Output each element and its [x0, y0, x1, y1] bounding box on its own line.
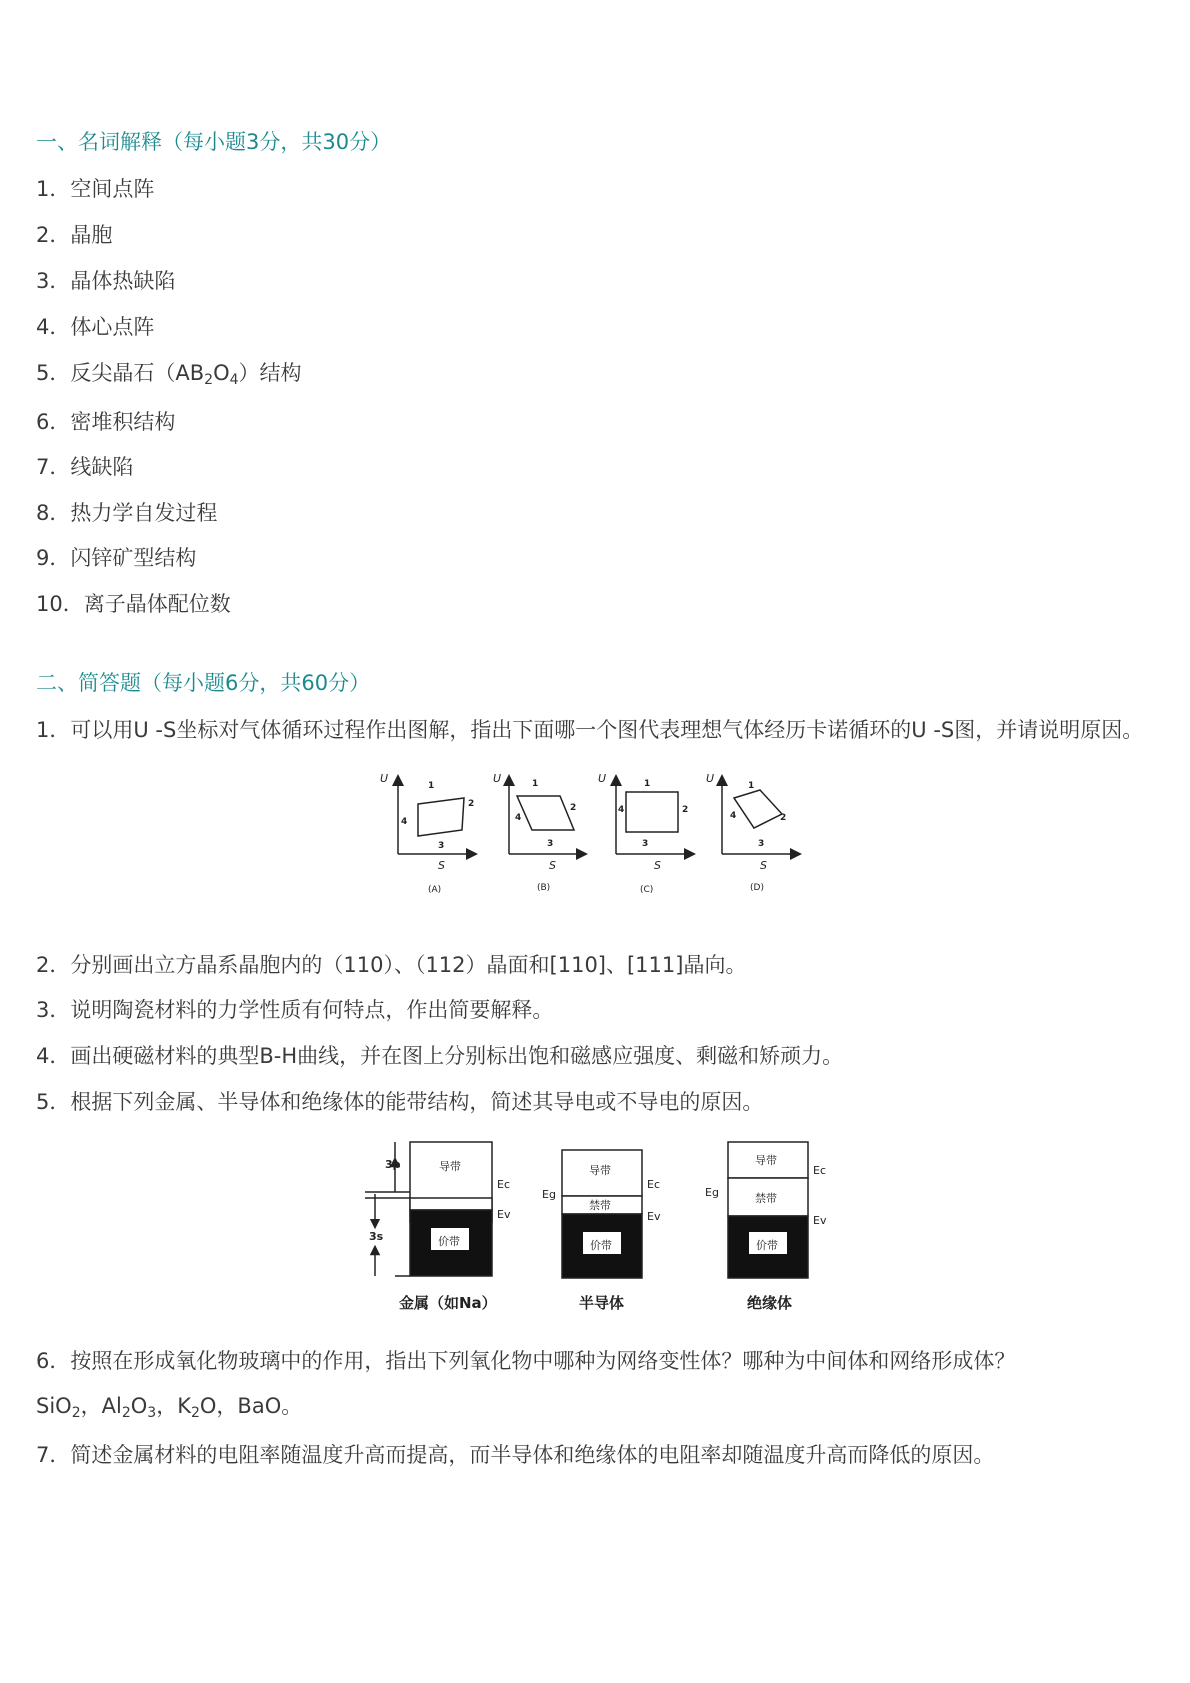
u-axis-label: U: [706, 772, 715, 785]
u-axis-label: U: [493, 772, 502, 785]
point-label: 2: [468, 799, 475, 809]
point-label: 2: [780, 813, 787, 823]
point-label: 4: [515, 813, 522, 823]
ev-label: Ev: [497, 1208, 511, 1221]
question-7: 7．简述金属材料的电阻率随温度升高而提高，而半导体和绝缘体的电阻率却随温度升高而降低的原因。: [36, 1443, 995, 1467]
forbidden-band-label: 禁带: [589, 1199, 611, 1212]
valence-band-label: 价带: [438, 1235, 460, 1248]
question-2: 2．分别画出立方晶系晶胞内的（110）、（112）晶面和[110]、[111]晶向。: [36, 953, 747, 977]
u-axis-label: U: [380, 772, 389, 785]
list-item: 7．线缺陷: [36, 455, 134, 479]
point-label: 4: [618, 805, 625, 815]
us-diagram-c: [616, 780, 690, 854]
list-item-5: 5．反尖晶石$(AB_2O_4)$结构: [36, 361, 302, 388]
question-5: 5．根据下列金属、半导体和绝缘体的能带结构，简述其导电或不导电的原因。: [36, 1090, 764, 1114]
question-4: 4．画出硬磁材料的典型B-H曲线，并在图上分别标出饱和磁感应强度、剩磁和矫顽力。: [36, 1044, 844, 1068]
point-label: 3: [758, 839, 765, 849]
question-6: 6．按照在形成氧化物玻璃中的作用，指出下列氧化物中哪种为网络变性体？哪种为中间体和网络形成体？: [36, 1349, 1016, 1373]
list-item: 1．空间点阵: [36, 177, 155, 201]
s-axis-label: S: [549, 859, 556, 872]
point-label: 3: [547, 839, 554, 849]
list-item: 9．闪锌矿型结构: [36, 546, 197, 570]
eg-label: Eg: [705, 1186, 719, 1199]
valence-band-label: 价带: [590, 1239, 612, 1252]
point-label: 1: [428, 781, 435, 791]
point-label: 4: [401, 817, 408, 827]
diagram-label-b: (B): [537, 883, 551, 893]
us-diagram-a: [398, 780, 475, 854]
list-item: 4．体心点阵: [36, 315, 155, 339]
ev-label: Ev: [813, 1214, 827, 1227]
point-label: 2: [682, 805, 689, 815]
3p-label: 3p: [385, 1158, 401, 1171]
ec-label: Ec: [647, 1178, 660, 1191]
diagram-label-d: (D): [750, 883, 764, 893]
forbidden-band-label: 禁带: [755, 1192, 777, 1205]
s-axis-label: S: [760, 859, 767, 872]
insulator-caption: 绝缘体: [747, 1294, 793, 1312]
conduction-band-label: 导带: [755, 1154, 777, 1167]
point-label: 1: [748, 781, 755, 791]
list-item: 2．晶胞: [36, 223, 113, 247]
eg-label: Eg: [542, 1188, 556, 1201]
section1-title: 一、名词解释（每小题3分，共30分）: [36, 130, 392, 154]
3s-label: 3s: [369, 1230, 384, 1243]
valence-band-label: 价带: [756, 1239, 778, 1252]
conduction-band-label: 导带: [439, 1160, 461, 1173]
list-item: 6．密堆积结构: [36, 410, 176, 434]
diagram-label-a: (A): [428, 885, 442, 895]
conduction-band-label: 导带: [589, 1164, 611, 1177]
question-6-oxides: SiO$_2$，$Al_2O_3$，$K_2O$，BaO。: [36, 1394, 303, 1421]
point-label: 1: [532, 779, 539, 789]
list-item: 8．热力学自发过程: [36, 501, 218, 525]
ev-label: Ev: [647, 1210, 661, 1223]
point-label: 1: [644, 779, 651, 789]
metal-caption: 金属（如Na）: [399, 1294, 497, 1312]
point-label: 3: [438, 841, 445, 851]
point-label: 2: [570, 803, 577, 813]
s-axis-label: S: [438, 859, 445, 872]
question-1: 1．可以用U -S坐标对气体循环过程作出图解，指出下面哪一个图代表理想气体经历卡诺循环的U -S图，并请说明原因。: [36, 718, 1144, 742]
ec-label: Ec: [497, 1178, 510, 1191]
us-diagram-figure: [372, 766, 812, 901]
s-axis-label: S: [654, 859, 661, 872]
band-structure-figure: [355, 1132, 845, 1322]
list-item: 3．晶体热缺陷: [36, 269, 176, 293]
question-3: 3．说明陶瓷材料的力学性质有何特点，作出简要解释。: [36, 998, 554, 1022]
u-axis-label: U: [598, 772, 607, 785]
semiconductor-caption: 半导体: [579, 1294, 625, 1312]
point-label: 4: [730, 811, 737, 821]
section2-title: 二、简答题（每小题6分，共60分）: [36, 671, 371, 695]
point-label: 3: [642, 839, 649, 849]
diagram-label-c: (C): [640, 885, 654, 895]
ec-label: Ec: [813, 1164, 826, 1177]
list-item: 10．离子晶体配位数: [36, 592, 231, 616]
